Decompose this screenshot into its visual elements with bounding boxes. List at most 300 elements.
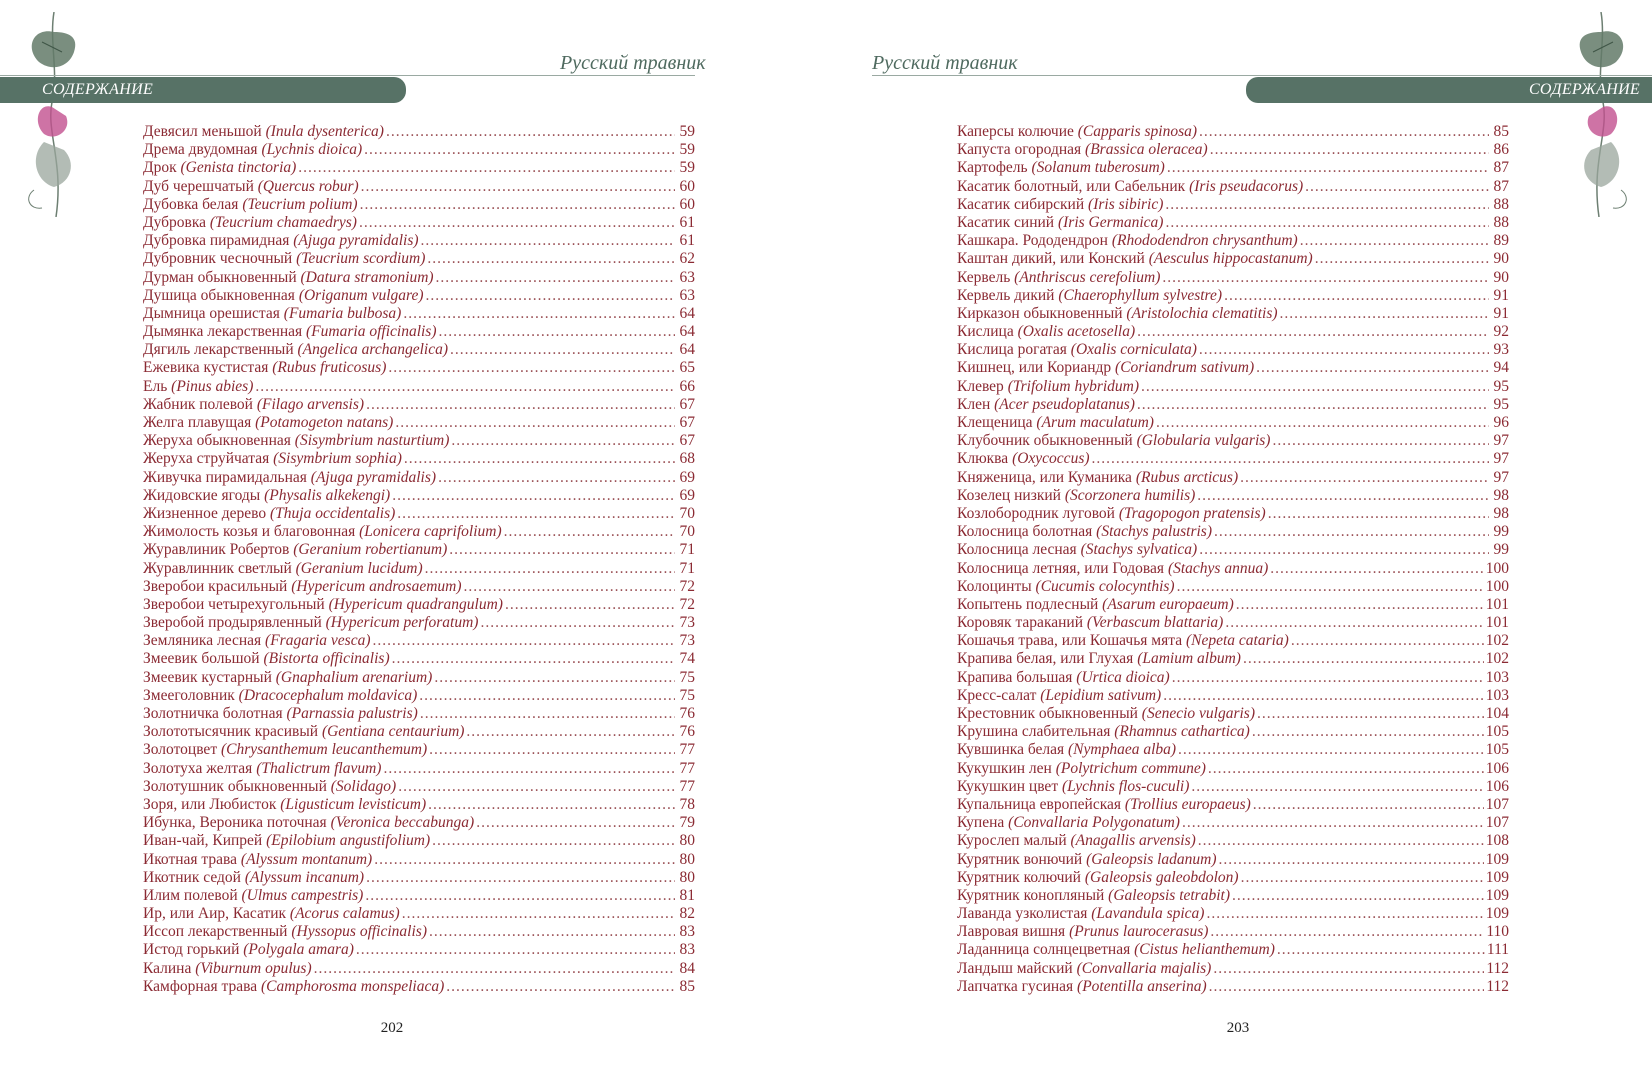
entry-title <box>957 723 1250 741</box>
toc-entry <box>957 450 1509 468</box>
dot-leader <box>429 923 675 941</box>
dot-leader <box>1280 305 1489 323</box>
dot-leader <box>421 232 675 250</box>
dot-leader <box>1209 978 1485 996</box>
entry-russian-name: Дрема двудомная <box>143 141 258 159</box>
entry-latin-name: (Solanum tuberosum) <box>1031 159 1165 177</box>
toc-entry <box>143 196 695 214</box>
entry-russian-name: Касатик болотный, или Сабельник <box>957 177 1186 195</box>
toc-entry <box>143 723 695 741</box>
dot-leader <box>1225 614 1483 632</box>
dot-leader <box>1214 523 1489 541</box>
entry-title <box>143 341 448 359</box>
entry-latin-name: (Teucrium polium) <box>242 195 358 213</box>
dot-leader <box>1253 796 1484 814</box>
entry-russian-name: Кошачья трава, или Кошачья мята <box>957 632 1183 650</box>
toc-entry <box>957 305 1509 323</box>
dot-leader <box>1162 269 1489 287</box>
entry-russian-name: Желга плавущая <box>143 414 252 431</box>
entry-page-number: 63 <box>679 268 695 286</box>
entry-russian-name: Жизненное дерево <box>143 504 267 522</box>
dot-leader <box>1199 541 1489 559</box>
entry-title <box>143 796 426 814</box>
entry-russian-name: Купена <box>957 814 1005 832</box>
entry-page-number: 60 <box>679 195 695 213</box>
dot-leader <box>436 269 675 287</box>
entry-title <box>957 832 1196 850</box>
entry-title <box>143 923 427 941</box>
toc-entry <box>143 541 695 559</box>
dot-leader <box>403 305 675 323</box>
entry-latin-name: (Rhamnus cathartica) <box>1114 723 1250 741</box>
botanical-ornament-icon <box>1561 12 1641 217</box>
entry-latin-name: (Hyssopus officinalis) <box>291 923 427 941</box>
entry-latin-name: (Potentilla anserina) <box>1077 977 1207 995</box>
entry-title <box>957 596 1234 614</box>
entry-title <box>143 196 358 214</box>
entry-russian-name: Курятник конопляный <box>957 886 1105 904</box>
entry-title <box>143 378 253 396</box>
toc-entry <box>957 432 1509 450</box>
toc-entry <box>143 287 695 305</box>
dot-leader <box>402 905 675 923</box>
entry-russian-name: Колоцинты <box>957 577 1032 595</box>
entry-title <box>143 232 419 250</box>
toc-entry <box>143 669 695 687</box>
toc-entry <box>957 269 1509 287</box>
entry-page-number: 99 <box>1493 541 1509 559</box>
entry-latin-name: (Thalictrum flavum) <box>256 759 382 777</box>
toc-entry <box>143 705 695 723</box>
entry-russian-name: Змеевик кустарный <box>143 668 272 686</box>
running-title: Русский травник <box>560 52 706 74</box>
toc-entry <box>957 941 1509 959</box>
entry-latin-name: (Convallaria Polygonatum) <box>1008 814 1180 832</box>
entry-latin-name: (Filago arvensis) <box>256 395 365 413</box>
dot-leader <box>298 159 675 177</box>
entry-title <box>957 269 1160 287</box>
dot-leader <box>1240 469 1489 487</box>
toc-entry <box>957 723 1509 741</box>
entry-title <box>143 905 400 923</box>
entry-latin-name: (Stachys sylvatica) <box>1080 541 1198 559</box>
entry-page-number: 80 <box>679 832 695 850</box>
entry-latin-name: (Convallaria majalis) <box>1076 959 1212 977</box>
entry-title <box>957 250 1313 268</box>
dot-leader <box>392 487 675 505</box>
entry-latin-name: (Sisymbrium sophia) <box>273 450 402 468</box>
entry-page-number: 80 <box>679 868 695 886</box>
dot-leader <box>446 978 675 996</box>
entry-title <box>957 305 1278 323</box>
toc-entry <box>143 614 695 632</box>
entry-page-number: 91 <box>1493 286 1509 304</box>
entry-russian-name: Истод горький <box>143 941 240 959</box>
toc-entry <box>957 469 1509 487</box>
entry-page-number: 94 <box>1493 359 1509 377</box>
entry-page-number: 85 <box>1493 123 1509 140</box>
entry-russian-name: Клюква <box>957 450 1009 468</box>
entry-title <box>143 432 449 450</box>
dot-leader <box>1199 341 1489 359</box>
entry-latin-name: (Globularia vulgaris) <box>1136 432 1271 450</box>
dot-leader <box>1252 723 1484 741</box>
toc-entry <box>957 359 1509 377</box>
toc-entry <box>957 250 1509 268</box>
entry-russian-name: Кукушкин лен <box>957 759 1052 777</box>
entry-page-number: 70 <box>679 523 695 541</box>
toc-entry <box>957 832 1509 850</box>
toc-entry <box>957 778 1509 796</box>
dot-leader <box>428 796 675 814</box>
dot-leader <box>395 414 675 432</box>
entry-page-number: 75 <box>679 686 695 704</box>
entry-page-number: 77 <box>679 741 695 759</box>
entry-russian-name: Иссоп лекарственный <box>143 923 288 941</box>
entry-latin-name: (Rubus arcticus) <box>1135 468 1239 486</box>
entry-latin-name: (Iris sibiric) <box>1088 195 1164 213</box>
entry-title <box>143 141 362 159</box>
toc-entry <box>143 814 695 832</box>
entry-russian-name: Клубочник обыкновенный <box>957 432 1133 450</box>
toc-entry <box>957 760 1509 778</box>
toc-entry <box>143 596 695 614</box>
dot-leader <box>397 505 675 523</box>
dot-leader <box>1277 941 1485 959</box>
dot-leader <box>255 378 675 396</box>
entry-title <box>957 650 1241 668</box>
dot-leader <box>1141 378 1489 396</box>
entry-latin-name: (Coriandrum sativum) <box>1115 359 1255 377</box>
toc-entry <box>143 560 695 578</box>
toc-entry <box>957 887 1509 905</box>
dot-leader <box>429 741 675 759</box>
entry-page-number: 63 <box>679 286 695 304</box>
entry-page-number: 96 <box>1493 414 1509 431</box>
table-of-contents <box>143 123 695 996</box>
toc-entry <box>957 141 1509 159</box>
dot-leader <box>383 760 675 778</box>
entry-page-number: 77 <box>679 759 695 777</box>
entry-page-number: 70 <box>679 504 695 522</box>
entry-page-number: 102 <box>1485 650 1509 668</box>
entry-latin-name: (Cistus helianthemum) <box>1134 941 1275 959</box>
botanical-ornament-icon <box>14 12 94 217</box>
entry-russian-name: Дубровка пирамидная <box>143 232 290 250</box>
entry-page-number: 109 <box>1485 868 1509 886</box>
entry-latin-name: (Bistorta officinalis) <box>263 650 390 668</box>
entry-page-number: 88 <box>1493 195 1509 213</box>
dot-leader <box>1172 669 1484 687</box>
entry-title <box>143 650 390 668</box>
entry-russian-name: Кувшинка белая <box>957 741 1065 759</box>
entry-title <box>957 414 1154 432</box>
entry-latin-name: (Lychnis flos-cuculi) <box>1061 777 1190 795</box>
dot-leader <box>1163 687 1484 705</box>
dot-leader <box>1219 851 1484 869</box>
entry-title <box>143 159 296 177</box>
entry-russian-name: Журавлинник светлый <box>143 559 292 577</box>
entry-page-number: 92 <box>1493 323 1509 341</box>
entry-latin-name: (Inula dysenterica) <box>265 123 384 140</box>
dot-leader <box>420 705 675 723</box>
entry-title <box>957 687 1161 705</box>
entry-title <box>957 232 1298 250</box>
entry-russian-name: Дубовка белая <box>143 195 239 213</box>
dot-leader <box>366 396 675 414</box>
dot-leader <box>1167 159 1489 177</box>
entry-latin-name: (Origanum vulgare) <box>298 286 424 304</box>
dot-leader <box>1270 560 1484 578</box>
entry-page-number: 95 <box>1493 395 1509 413</box>
toc-entry <box>957 596 1509 614</box>
entry-russian-name: Зверобои красильный <box>143 577 288 595</box>
toc-entry <box>957 741 1509 759</box>
dot-leader <box>1210 141 1489 159</box>
entry-page-number: 111 <box>1486 941 1509 959</box>
toc-entry <box>957 214 1509 232</box>
entry-page-number: 77 <box>679 777 695 795</box>
toc-entry <box>143 323 695 341</box>
entry-title <box>143 851 372 869</box>
toc-entry <box>143 687 695 705</box>
entry-russian-name: Кишнец, или Кориандр <box>957 359 1112 377</box>
entry-latin-name: (Lavandula spica) <box>1091 905 1205 923</box>
running-title: Русский травник <box>872 52 1018 74</box>
entry-latin-name: (Stachys palustris) <box>1096 523 1212 541</box>
dot-leader <box>1213 960 1484 978</box>
entry-russian-name: Клевер <box>957 377 1004 395</box>
toc-entry <box>957 705 1509 723</box>
toc-entry <box>957 687 1509 705</box>
entry-latin-name: (Fumaria bulbosa) <box>283 304 402 322</box>
entry-latin-name: (Scorzonera humilis) <box>1064 486 1196 504</box>
entry-title <box>957 941 1275 959</box>
entry-title <box>143 359 386 377</box>
dot-leader <box>1305 178 1489 196</box>
toc-entry <box>143 432 695 450</box>
toc-entry <box>143 505 695 523</box>
toc-entry <box>957 178 1509 196</box>
entry-page-number: 105 <box>1485 723 1509 741</box>
entry-title <box>143 614 478 632</box>
entry-russian-name: Золототысячник красивый <box>143 723 319 741</box>
entry-page-number: 71 <box>679 541 695 559</box>
entry-russian-name: Купальница европейская <box>957 795 1122 813</box>
toc-entry <box>957 505 1509 523</box>
entry-title <box>957 159 1165 177</box>
dot-leader <box>1178 741 1484 759</box>
entry-title <box>957 396 1135 414</box>
entry-russian-name: Ландыш майский <box>957 959 1073 977</box>
entry-latin-name: (Ajuga pyramidalis) <box>293 232 419 250</box>
entry-russian-name: Девясил меньшой <box>143 123 262 140</box>
dot-leader <box>1210 923 1484 941</box>
dot-leader <box>314 960 675 978</box>
entry-page-number: 109 <box>1485 850 1509 868</box>
entry-page-number: 95 <box>1493 377 1509 395</box>
entry-latin-name: (Camphorosma monspeliaca) <box>261 977 445 995</box>
entry-page-number: 98 <box>1493 486 1509 504</box>
entry-title <box>143 305 401 323</box>
toc-entry <box>143 378 695 396</box>
entry-page-number: 106 <box>1485 759 1509 777</box>
dot-leader <box>450 341 675 359</box>
entry-title <box>957 669 1170 687</box>
entry-russian-name: Зверобой продырявленный <box>143 614 322 632</box>
entry-latin-name: (Dracocephalum moldavica) <box>238 686 418 704</box>
entry-latin-name: (Nepeta cataria) <box>1185 632 1289 650</box>
entry-latin-name: (Lepidium sativum) <box>1040 686 1162 704</box>
toc-entry <box>957 923 1509 941</box>
toc-entry <box>957 632 1509 650</box>
entry-russian-name: Коровяк тараканий <box>957 614 1083 632</box>
toc-entry <box>957 560 1509 578</box>
toc-entry <box>143 960 695 978</box>
entry-title <box>143 687 417 705</box>
header-rule <box>872 75 1652 76</box>
dot-leader <box>404 450 675 468</box>
dot-leader <box>464 578 675 596</box>
entry-title <box>957 469 1238 487</box>
entry-latin-name: (Capparis spinosa) <box>1077 123 1198 140</box>
entry-russian-name: Илим полевой <box>143 886 238 904</box>
dot-leader <box>439 323 676 341</box>
entry-page-number: 78 <box>679 795 695 813</box>
entry-latin-name: (Potamogeton natans) <box>255 414 394 431</box>
dot-leader <box>386 123 675 141</box>
toc-entry <box>957 796 1509 814</box>
entry-page-number: 81 <box>679 886 695 904</box>
entry-page-number: 112 <box>1486 959 1509 977</box>
entry-russian-name: Дягиль лекарственный <box>143 341 294 359</box>
entry-latin-name: (Verbascum blattaria) <box>1086 614 1224 632</box>
entry-russian-name: Капуста огородная <box>957 141 1082 159</box>
entry-latin-name: (Teucrium scordium) <box>296 250 426 268</box>
entry-title <box>957 523 1212 541</box>
entry-latin-name: (Iris Germanica) <box>1057 213 1164 231</box>
entry-page-number: 67 <box>679 432 695 450</box>
entry-page-number: 108 <box>1485 832 1509 850</box>
toc-entry <box>143 832 695 850</box>
entry-page-number: 110 <box>1486 923 1509 941</box>
entry-russian-name: Ладанница солнцецветная <box>957 941 1131 959</box>
entry-russian-name: Каштан дикий, или Конский <box>957 250 1145 268</box>
right-page <box>826 0 1652 1080</box>
toc-entry <box>957 578 1509 596</box>
entry-russian-name: Колосница лесная <box>957 541 1077 559</box>
dot-leader <box>1165 214 1489 232</box>
entry-title <box>143 941 354 959</box>
entry-title <box>143 323 437 341</box>
entry-latin-name: (Sisymbrium nasturtium) <box>294 432 450 450</box>
dot-leader <box>398 778 675 796</box>
dot-leader <box>1243 650 1484 668</box>
toc-entry <box>143 523 695 541</box>
dot-leader <box>449 541 675 559</box>
entry-page-number: 107 <box>1485 795 1509 813</box>
entry-latin-name: (Lychnis dioica) <box>261 141 363 159</box>
entry-latin-name: (Lonicera caprifolium) <box>359 523 502 541</box>
entry-russian-name: Змеевик большой <box>143 650 260 668</box>
entry-russian-name: Дрок <box>143 159 177 177</box>
entry-latin-name: (Datura stramonium) <box>300 268 434 286</box>
entry-russian-name: Копытень подлесный <box>957 595 1099 613</box>
toc-entry <box>143 250 695 268</box>
toc-entry <box>143 396 695 414</box>
entry-title <box>143 250 425 268</box>
entry-latin-name: (Oxycoccus) <box>1012 450 1090 468</box>
entry-page-number: 100 <box>1485 577 1509 595</box>
toc-entry <box>957 123 1509 141</box>
entry-latin-name: (Gnaphalium arenarium) <box>275 668 433 686</box>
entry-title <box>957 923 1208 941</box>
entry-page-number: 65 <box>679 359 695 377</box>
entry-latin-name: (Iris pseudacorus) <box>1189 177 1304 195</box>
entry-latin-name: (Anthriscus cerefolium) <box>1014 268 1161 286</box>
entry-russian-name: Крестовник обыкновенный <box>957 705 1138 722</box>
entry-russian-name: Жеруха обыкновенная <box>143 432 291 450</box>
entry-title <box>143 560 423 578</box>
toc-entry <box>143 851 695 869</box>
entry-russian-name: Лаванда узколистая <box>957 905 1088 923</box>
entry-page-number: 75 <box>679 668 695 686</box>
entry-latin-name: (Polytrichum commune) <box>1055 759 1206 777</box>
entry-latin-name: (Polygala amara) <box>243 941 354 959</box>
entry-page-number: 87 <box>1493 159 1509 177</box>
entry-title <box>143 541 447 559</box>
dot-leader <box>1206 905 1483 923</box>
dot-leader <box>365 887 675 905</box>
entry-page-number: 64 <box>679 304 695 322</box>
entry-latin-name: (Genista tinctoria) <box>180 159 297 177</box>
entry-page-number: 59 <box>679 123 695 140</box>
dot-leader <box>427 250 675 268</box>
toc-entry <box>957 869 1509 887</box>
entry-russian-name: Клен <box>957 395 991 413</box>
entry-latin-name: (Fragaria vesca) <box>265 632 371 650</box>
entry-latin-name: (Nymphaea alba) <box>1068 741 1177 759</box>
entry-title <box>143 960 312 978</box>
entry-title <box>143 832 430 850</box>
entry-latin-name: (Teucrium chamaedrys) <box>209 213 357 231</box>
dot-leader <box>480 614 675 632</box>
toc-entry <box>143 887 695 905</box>
dot-leader <box>505 596 675 614</box>
dot-leader <box>434 669 675 687</box>
entry-latin-name: (Oxalis acetosella) <box>1017 323 1136 341</box>
entry-latin-name: (Veronica beccabunga) <box>330 814 475 832</box>
entry-page-number: 73 <box>679 614 695 632</box>
entry-latin-name: (Thuja occidentalis) <box>270 504 396 522</box>
toc-entry <box>143 305 695 323</box>
entry-russian-name: Кервель <box>957 268 1011 286</box>
entry-russian-name: Дымница орешистая <box>143 304 280 322</box>
dot-leader <box>356 941 675 959</box>
toc-entry <box>143 214 695 232</box>
entry-title <box>143 869 364 887</box>
entry-latin-name: (Cucumis colocynthis) <box>1035 577 1175 595</box>
entry-page-number: 59 <box>679 141 695 159</box>
entry-latin-name: (Galeopsis ladanum) <box>1086 850 1217 868</box>
entry-title <box>957 541 1197 559</box>
entry-title <box>957 196 1163 214</box>
dot-leader <box>1197 487 1489 505</box>
entry-page-number: 101 <box>1485 595 1509 613</box>
entry-page-number: 64 <box>679 341 695 359</box>
entry-title <box>957 760 1206 778</box>
toc-entry <box>143 469 695 487</box>
